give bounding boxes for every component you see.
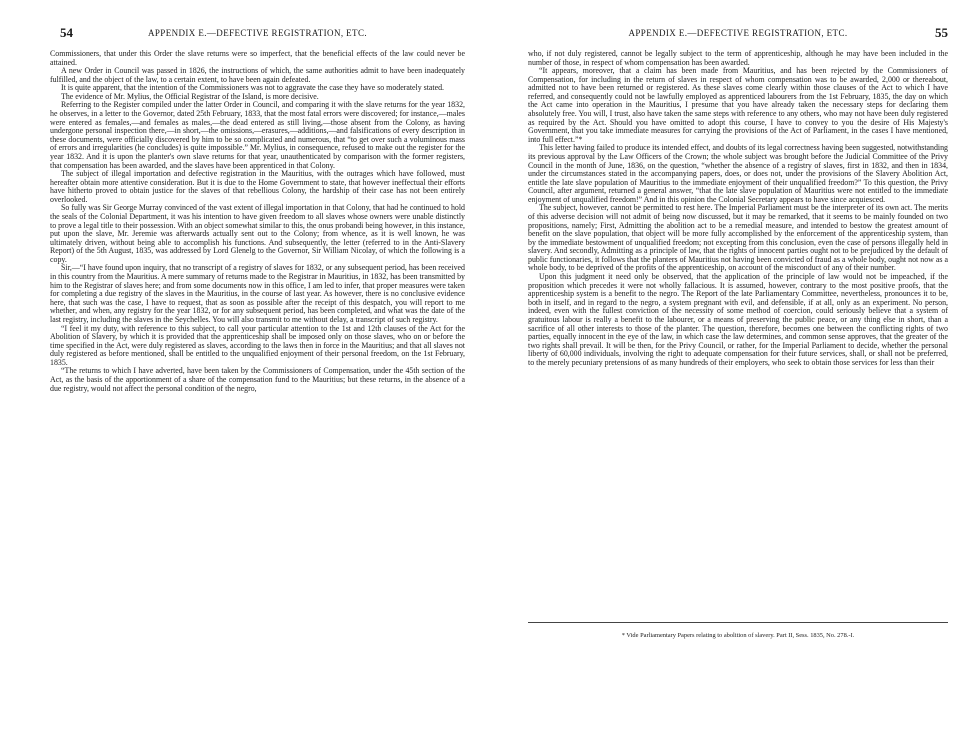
right-page-body [528, 50, 948, 627]
paragraph: So fully was Sir George Murray convinced of the vast extent of illegal importation in that Colony, that had he continued to hold the seals of the Colonial Department, it was his intention to have given freedom to all slaves whose owners were unable distinctly to prove a legal title to their possession. With an object somewhat similar to this, the onus probandi being however, in this instance, put upon the slave, Mr. Jeremie was afterwards actually sent out to the Colony; from whence, as it is well known, he was ultimately driven, without being able to accomplish his functions. And subsequently, the letter (referred to in the Anti-Slavery Report) of the 5th August, 1835, was addressed by Lord Glenelg to the Governor, Sir William Nicolay, of which the following is a copy. [50, 203, 465, 264]
paragraph: Commissioners, that under this Order the slave returns were so imperfect, that the beneficial effects of the law could never be attained. [50, 50, 465, 67]
paragraph: A new Order in Council was passed in 1826, the instructions of which, the same authorities admit to have been inadequately fulfilled, and the object of the law, to a certain extent, to have been again defeated. [50, 66, 465, 84]
left-page [50, 0, 465, 729]
paragraph: who, if not duly registered, cannot be legally subject to the term of apprenticeship, although he may have been included in the number of those, in respect of whom compensation has been awarded. [528, 50, 948, 67]
paragraph: “The returns to which I have adverted, have been taken by the Commissioners of Compensation, under the 45th section of the Act, as the basis of the apportionment of a share of the compensation fund to the Mauritius; but these returns, in the absence of a due registry, would not affect the personal condition of the negro, [50, 366, 465, 393]
paragraph: The evidence of Mr. Mylius, the Official Registrar of the Island, is more decisive. [61, 91, 319, 101]
left-page-body [50, 50, 465, 723]
running-head: APPENDIX E.—DEFECTIVE REGISTRATION, ETC. [628, 28, 848, 38]
running-head: APPENDIX E.—DEFECTIVE REGISTRATION, ETC. [148, 28, 367, 38]
paragraph: The subject, however, cannot be permitted to rest here. The Imperial Parliament must be the interpreter of its own act. The merits of this adverse decision will not admit of being now discussed, but it may be remarked, that it seems to be mainly founded on two propositions, namely; First, Admitting the abolition act to be a remedial measure, and intended to bestow the greatest amount of benefit on the slave population, that object will be more fully accomplished by the enforcement of the apprenticeship system, than by the immediate bestowment of unqualified freedom; not excepting from this conclusion, even the case of persons illegally held in slavery. And secondly, Admitting as a principle of law, that the rights of innocent parties ought not to be prejudiced by the default of public functionaries, it follows that the planters of Mauritius not having been convicted of fraud as a whole body, ought not now as a whole body, to be deprived of the profits of the apprenticeship, on account of the misconduct of any of their number. [528, 203, 948, 273]
left-page-header [50, 25, 465, 46]
paragraph: Upon this judgment it need only be observed, that the application of the principle of law would not be impeached, if the proposition which precedes it were not wholly fallacious. It is assumed, however, contrary to the most positive proofs, that the apprenticeship system is a benefit to the negro. The Report of the late Parliamentary Committee, nevertheless, pronounces it to be, both in itself, and in regard to the negro, a system pregnant with evil, and defensible, if at all, only as an experiment. No person, indeed, even with the fullest conviction of the necessity of some method of coercion, could seriously believe that a system of gratuitous labour is really a benefit to the labourer, or a means of preserving the public peace, or any thing else in short, than a sacrifice of all other interests to those of the planter. The question, therefore, becomes one between the conflicting rights of two parties, equally innocent in the eye of the law, in which case the law determines, and common sense approves, that the greater of the two rights shall prevail. It will be then, for the Privy Council, or rather, for the Imperial Parliament to decide, whether the personal liberty of 60,000 individuals, involving the right to adequate compensation for their future services, shall, or shall not be preferred, to the merely pecuniary pretensions of as many hundreds of their employers, who seek to obtain those services for less than their [528, 272, 948, 367]
paragraph: This letter having failed to produce its intended effect, and doubts of its legal correctness having been suggested, notwithstanding its previous approval by the Law Officers of the Crown; the whole subject was brought before the Judicial Committee of the Privy Council in the month of June, 1836, on the question, “whether the absence of a registry of slaves, first in 1832, and then in 1834, under the circumstances stated in the accompanying papers, does, or does not, under the provisions of the Slavery Abolition Act, entitle the late slave population of Mauritius to the immediate enjoyment of their unqualified freedom?” To this question, the Privy Council, after argument, returned a general answer, “that the late slave population of Mauritius were not entitled to the immediate enjoyment of unqualified freedom!” And in this opinion the Colonial Secretary appears to have since acquiesced. [528, 143, 948, 204]
page-number: 54 [60, 25, 73, 40]
right-page [528, 0, 948, 729]
footnote-rule [528, 622, 948, 623]
paragraph: Referring to the Register compiled under the latter Order in Council, and comparing it with the slave returns for the year 1832, he observes, in a letter to the Governor, dated 25th February, 1833, that the most fatal errors were discovered; for instance,—males were entered as females,—and females as males,—the dead entered as still living,—those absent from the Colony, as having undergone personal inspection there,—in short,—the omissions,—erasures,—additions,—and falsifications of every description in these documents, were officially discovered by him to be so complicated and numerous, that “to get over such a voluminous mass of errors and irregularities (he concludes) is quite impossible.” Mr. Mylius, in consequence, refused to make out the register for the year 1832. And it is upon the planter's own slave returns for that year, unauthenticated by comparison with the former registers, that compensation has been awarded, and the slaves have been apprenticed in that Colony. [50, 100, 465, 170]
page-number: 55 [935, 25, 948, 40]
paragraph: Sir,—“I have found upon inquiry, that no transcript of a registry of slaves for 1832, or any subsequent period, has been received in this country from the Mauritius. A mere summary of returns made to the Registrar in Mauritius, in 1832, has been transmitted by him to the Registrar of slaves here; and from some documents now in this office, I am led to infer, that proper measures were taken for completing a due registry of the slaves in the Mauritius, in the course of last year. As however, there is no conclusive evidence here, that such was the case, I have to request, that as soon as possible after the receipt of this despatch, you will report to me whether, and when, any registry for the year 1832, or for any subsequent period, has been completed, and what was the date of the last registry, including the slaves in the Seychelles. You will also transmit to me without delay, a transcript of such registry. [50, 263, 465, 324]
paragraph: It is quite apparent, that the intention of the Commissioners was not to aggravate the case they have so moderately stated. [61, 83, 445, 93]
paragraph: The subject of illegal importation and defective registration in the Mauritius, with the outrages which have followed, must hereafter obtain more attentive consideration. But it is due to the Home Government to state, that however ineffectual their efforts have hitherto proved to obtain justice for the slaves of that rebellious Colony, the hardship of their case has not been entirely overlooked. [50, 169, 465, 204]
paragraph: “It appears, moreover, that a claim has been made from Mauritius, and has been rejected by the Commissioners of Compensation, for including in the return of slaves in respect of whom compensation was to be awarded, 2,000 or thereabout, admitted not to have been returned or registered. As these slaves come clearly within those clauses of the Act to which I have referred, and consequently could not be lawfully employed as apprenticed labourers from the 1st February, 1835, the day on which the Act came into operation in the Mauritius, I presume that you have already taken the necessary steps for declaring them absolutely free. You will, I trust, also have taken the same steps with reference to any others, who may not have been duly registered as required by the Act. Should you have omitted to adopt this course, I have to convey to you the desire of His Majesty's Government, that you take immediate measures for carrying the provisions of the Act of Parliament, in the cases I have mentioned, into full effect.”* [528, 66, 948, 144]
right-page-header [528, 25, 948, 46]
paragraph: “I feel it my duty, with reference to this subject, to call your particular attention to the 1st and 12th clauses of the Act for the Abolition of Slavery, by which it is provided that the apprenticeship shall be imposed only on those slaves, who on or before the time specified in the Act, were duly registered as slaves, according to the laws then in force in the Mauritius; and that all slaves not duly registered as before mentioned, shall be entitled to the unqualified enjoyment of their personal freedom, on the 1st February, 1835. [50, 323, 465, 367]
footnote: * Vide Parliamentary Papers relating to abolition of slavery. Part II, Sess. 1835, No. 278.-I. [621, 632, 855, 639]
